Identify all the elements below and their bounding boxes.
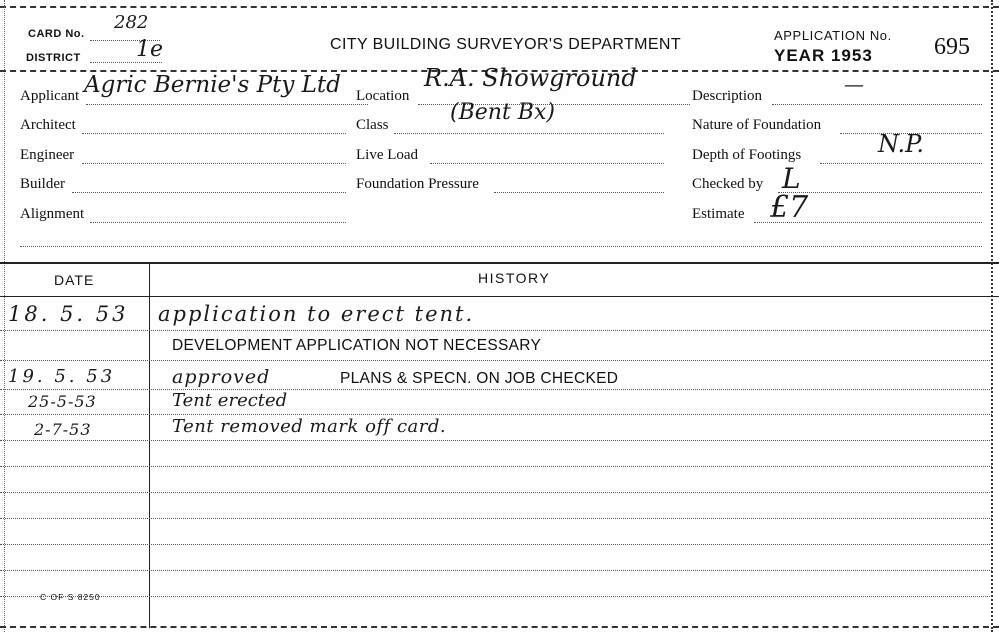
live-load-line [430, 163, 664, 164]
class-label: Class [356, 117, 389, 133]
history-ruled-line [0, 414, 992, 415]
history-ruled-line [0, 330, 992, 331]
form-code: C OF S 8250 [40, 592, 101, 602]
depth-of-footings-line [820, 163, 982, 164]
history-ruled-line [0, 596, 992, 597]
district-value: 1e [136, 37, 164, 62]
engineer-line [82, 163, 346, 164]
location-value: R.A. Showground [424, 64, 637, 92]
history-ruled-line [0, 492, 992, 493]
history-date: 25-5-53 [28, 392, 97, 411]
district-label: DISTRICT [26, 52, 81, 64]
builder-line [72, 192, 346, 193]
depth-of-footings-label: Depth of Footings [692, 147, 802, 163]
location-label: Location [356, 88, 410, 104]
live-load-label: Live Load [356, 147, 419, 163]
card-bottom-edge [0, 626, 999, 628]
application-no-label: APPLICATION No. [774, 28, 892, 43]
district-line [90, 62, 162, 63]
estimate-label: Estimate [692, 206, 745, 222]
application-no-value: 695 [934, 34, 970, 60]
builder-label: Builder [20, 176, 65, 192]
history-ruled-line [0, 570, 992, 571]
card-top-edge [0, 0, 999, 8]
date-column-divider [149, 262, 150, 628]
history-text: approved [172, 366, 271, 388]
checked-by-label: Checked by [692, 176, 764, 192]
alignment-line [90, 222, 346, 223]
history-column-header: HISTORY [478, 270, 551, 286]
checked-by-line [778, 192, 982, 193]
history-ruled-line [0, 544, 992, 545]
nature-of-foundation-label: Nature of Foundation [692, 117, 822, 133]
depth-of-footings-value: N.P. [878, 130, 925, 158]
history-stamp: PLANS & SPECN. ON JOB CHECKED [340, 370, 619, 387]
card-left-edge [0, 0, 5, 632]
applicant-label: Applicant [20, 88, 80, 104]
architect-label: Architect [20, 117, 76, 133]
engineer-label: Engineer [20, 147, 75, 163]
architect-line [82, 133, 346, 134]
foundation-pressure-label: Foundation Pressure [356, 176, 479, 192]
estimate-value: £7 [770, 190, 809, 225]
card-right-edge [991, 0, 999, 632]
applicant-line [86, 104, 368, 105]
applicant-value: Agric Bernie's Pty Ltd [84, 72, 341, 98]
fields-extra-line [20, 246, 982, 247]
history-text: Tent removed mark off card. [172, 416, 447, 437]
description-line [772, 104, 982, 105]
alignment-label: Alignment [20, 206, 85, 222]
department-title: CITY BUILDING SURVEYOR'S DEPARTMENT [330, 36, 682, 53]
foundation-pressure-line [494, 192, 664, 193]
history-stamp: DEVELOPMENT APPLICATION NOT NECESSARY [172, 337, 542, 354]
history-text: Tent erected [172, 390, 288, 411]
class-value: (Bent Bx) [450, 100, 555, 125]
history-ruled-line [0, 360, 992, 361]
date-column-header: DATE [54, 272, 95, 288]
history-ruled-line [0, 466, 992, 467]
history-date: 18. 5. 53 [8, 302, 129, 326]
class-line [394, 133, 664, 134]
history-ruled-line [0, 518, 992, 519]
history-date: 2-7-53 [34, 420, 92, 439]
description-value: — [844, 72, 864, 96]
history-ruled-line [0, 389, 992, 390]
checked-by-value: L [782, 162, 801, 195]
card-no-value: 282 [114, 12, 149, 33]
history-ruled-line [0, 440, 992, 441]
history-date: 19. 5. 53 [8, 366, 116, 387]
card-no-label: CARD No. [28, 28, 85, 40]
history-text: application to erect tent. [158, 302, 475, 326]
year-label: YEAR 1953 [774, 46, 873, 65]
description-label: Description [692, 88, 762, 104]
